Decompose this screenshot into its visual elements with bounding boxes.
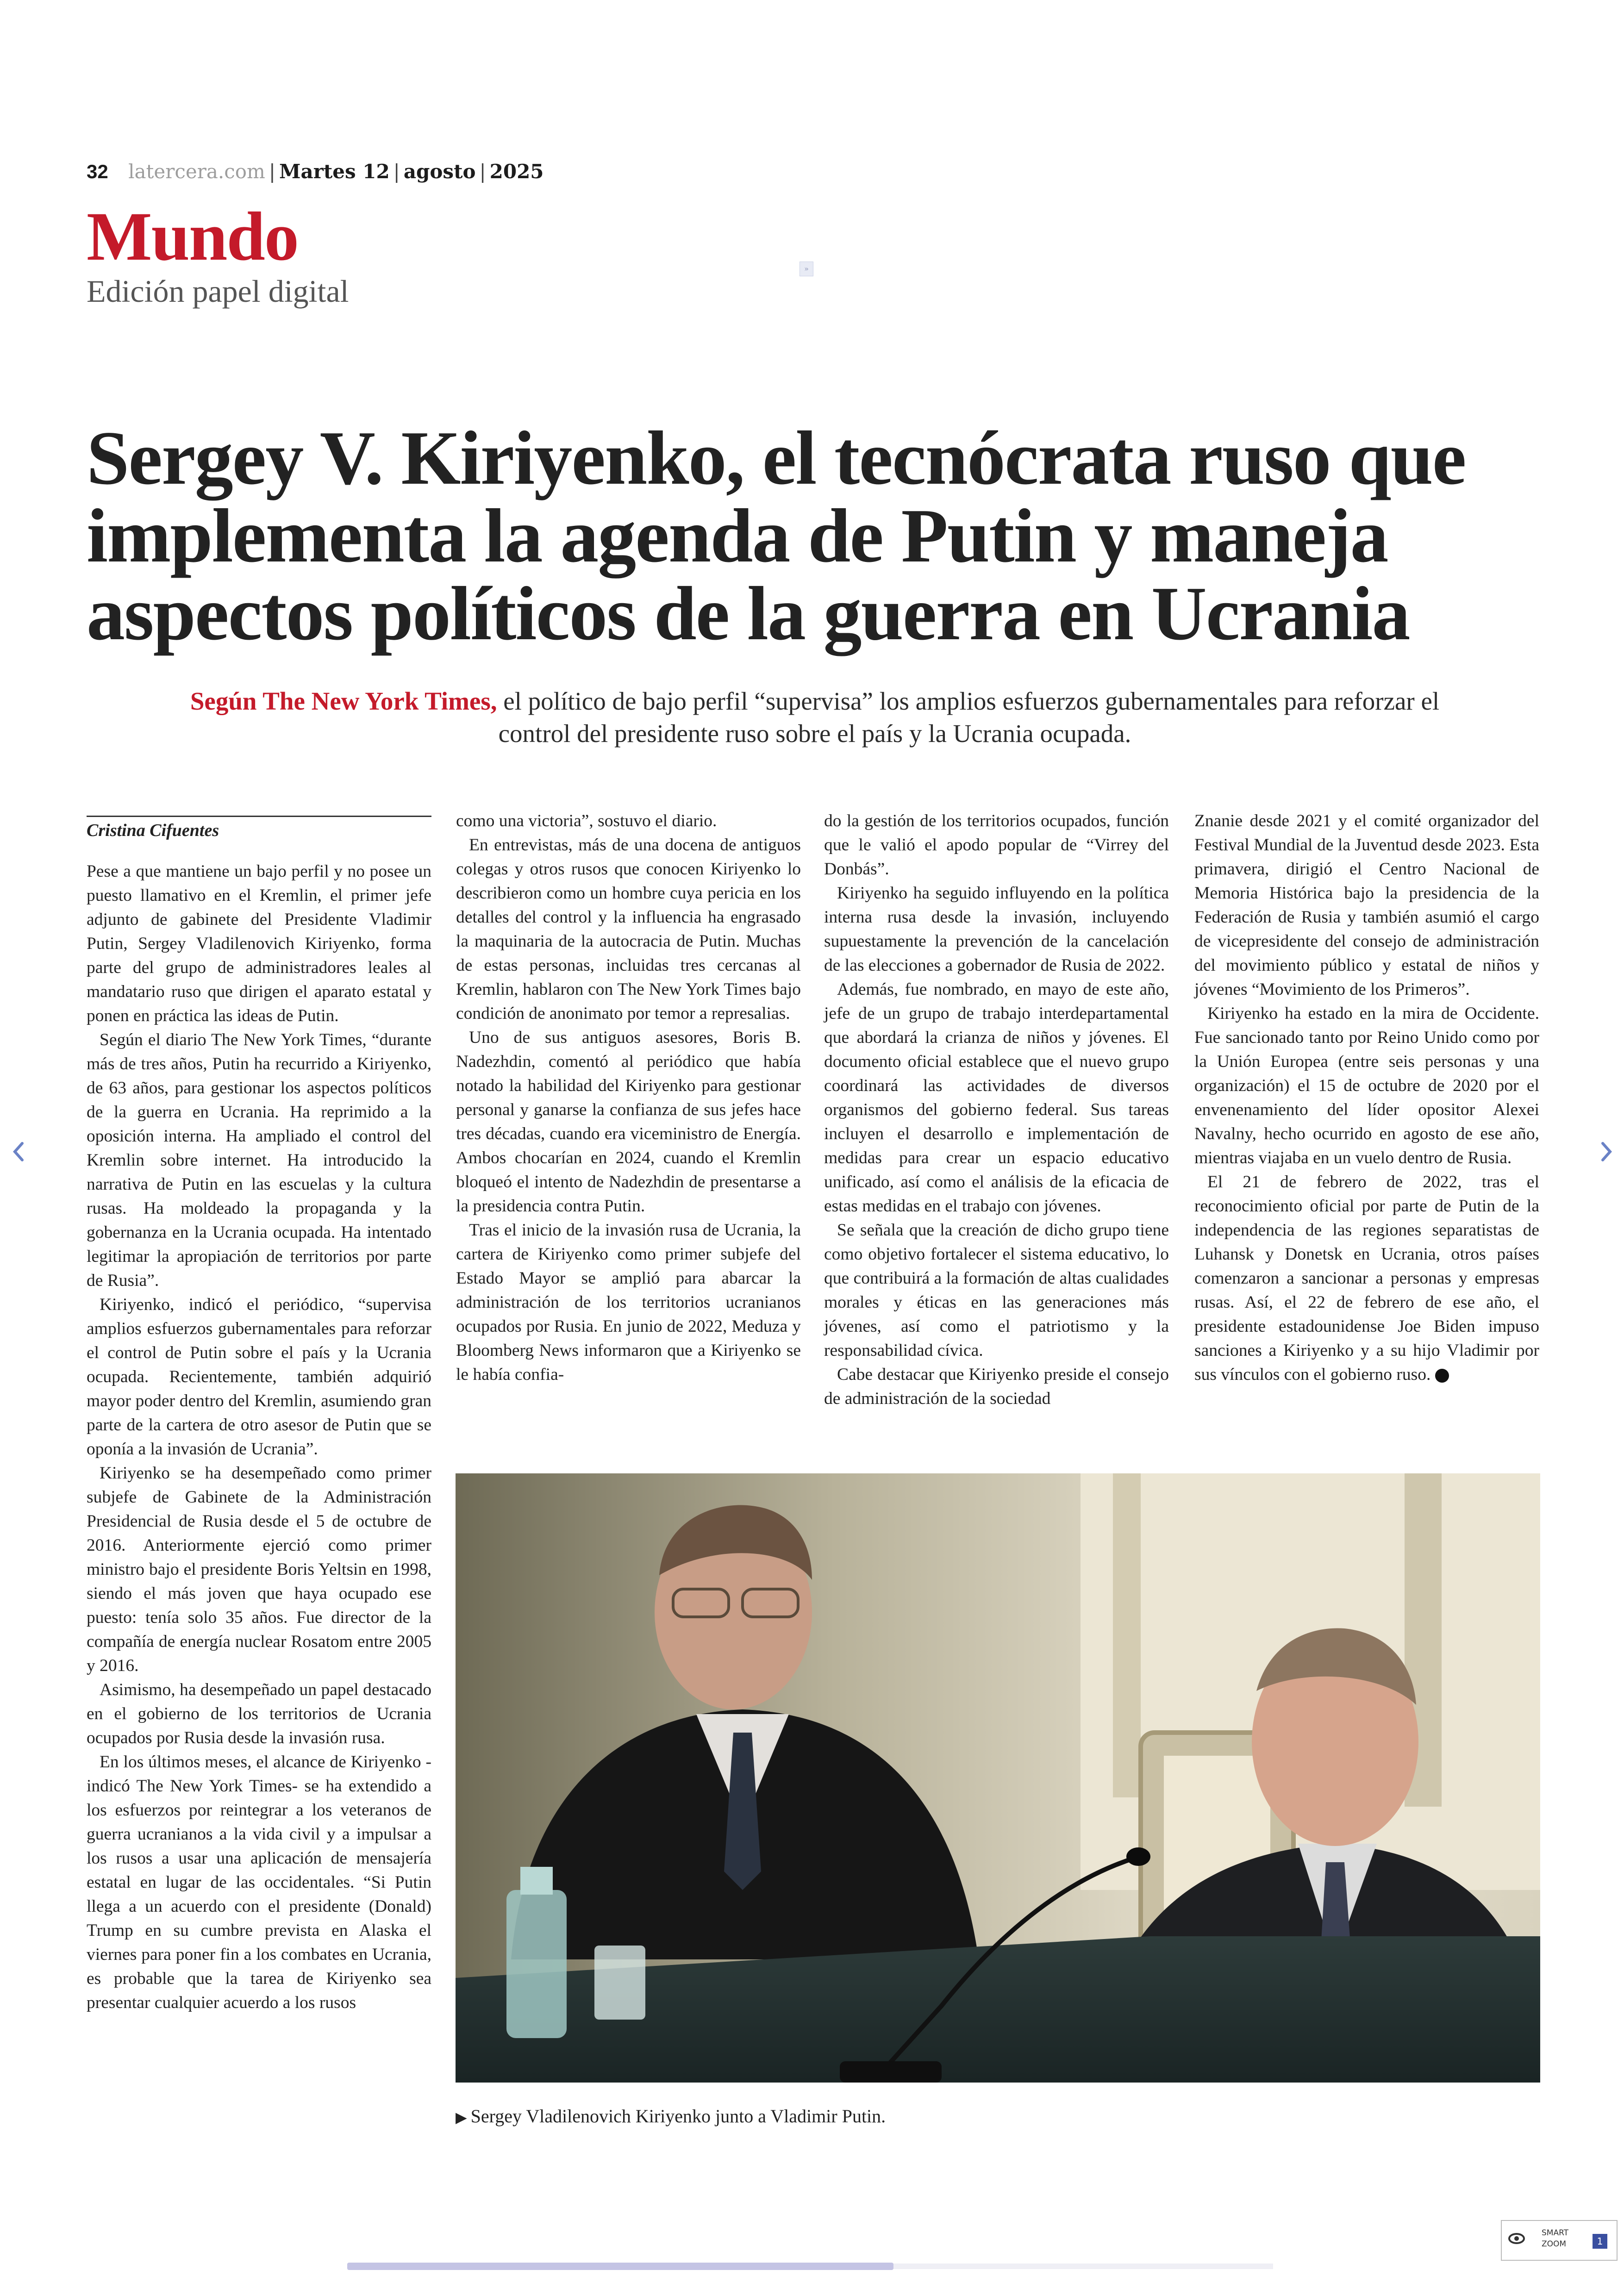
paragraph-text: El 21 de febrero de 2022, tras el reconocimiento oficial por parte de Putin de la independencia de las regiones separatistas de Luhansk y Donetsk en Ucrania, otros países comenzaron a sancionar a personas y empresas rusas. Así, el 22 de febrero de ese año, el presidente estadounidense Joe Biden impuso sanciones a Kiriyenko y a su hijo Vladimir por sus vínculos con el gobierno ruso. [1194, 1172, 1539, 1384]
paragraph [1194, 1170, 1539, 1387]
chevron-right-icon [1593, 1133, 1620, 1170]
article-photo [456, 1473, 1540, 2083]
next-page-button[interactable] [1593, 1133, 1620, 1170]
article-column-1 [87, 816, 431, 2015]
article-deck [176, 685, 1454, 750]
paragraph: En los últimos meses, el alcance de Kiriyenko -indicó The New York Times- se ha extendido a los esfuerzos por reintegrar a los veteranos de guerra ucranianos a la vida civil y a impulsar a los rusos a usar una aplicación de mensajería estatal en lugar de las occidentales. “Si Putin llega a un acuerdo con el presidente (Donald) Trump en su cumbre prevista en Alaska el viernes para poner fin a los combates en Ucrania, es probable que la tarea de Kiriyenko sea presentar cualquier acuerdo a los rusos [87, 1752, 431, 2012]
paragraph: Tras el inicio de la invasión rusa de Ucrania, la cartera de Kiriyenko como primer subjefe del Estado Mayor se amplió para abarcar la administración de los territorios ucranianos ocupados por Rusia. En junio de 2022, Meduza y Bloomberg News informaron que a Kiriyenko se le había confia- [456, 1221, 801, 1384]
author-byline: Cristina Cifuentes [87, 816, 431, 841]
paragraph: do la gestión de los territorios ocupados, función que le valió el apodo popular de “Virrey del Donbás”. [824, 811, 1169, 879]
end-of-article-icon [1435, 1369, 1449, 1383]
issue-day: Martes 12 [279, 160, 390, 183]
deck-lead: Según The New York Times, [190, 687, 497, 715]
paragraph: Kiriyenko se ha desempeñado como primer subjefe de Gabinete de la Administración Presidencial de Rusia desde el 5 de octubre de 2016. Anteriormente ejerció como primer ministro bajo el presidente Boris Yeltsin en 1998, siendo el más joven que haya ocupado ese puesto: tenía solo 35 años. Fue director de la compañía de energía nuclear Rosatom entre 2005 y 2016. [87, 1464, 431, 1675]
paragraph: Asimismo, ha desempeñado un papel destacado en el gobierno de los territorios de Ucrania ocupados por Rusia desde la invasión rusa. [87, 1680, 431, 1747]
paragraph: Cabe destacar que Kiriyenko preside el consejo de administración de la sociedad [824, 1365, 1169, 1408]
issue-month: agosto [403, 160, 476, 183]
paragraph: Uno de sus antiguos asesores, Boris B. Nadezhdin, comentó al periódico que había notado la habilidad del Kiriyenko para gestionar personal y ganarse la confianza de sus jefes hace tres décadas, cuando era viceministro de Energía. Ambos chocarían en 2024, cuando el Kremlin bloqueó el intento de Nadezhdin de presentarse a la presidencia contra Putin. [456, 1028, 801, 1216]
paragraph: Según el diario The New York Times, “durante más de tres años, Putin ha recurrido a Kiriyenko, de 63 años, para gestionar los aspectos políticos de la guerra en Ucrania. Ha reprimido a la oposición interna. Ha ampliado el control del Kremlin sobre internet. Ha introducido la narrativa de Putin en las escuelas y la cultura rusas. Ha moldeado la propaganda y la gobernanza en la Ucrania ocupada. Ha intentado legitimar la apropiación de territorios por parte de Rusia”. [87, 1030, 431, 1290]
smart-zoom-label: SMART ZOOM [1542, 2228, 1569, 2249]
chevron-left-icon [5, 1133, 32, 1170]
photo-caption: ▶ Sergey Vladilenovich Kiriyenko junto a Vladimir Putin. [456, 2106, 886, 2127]
smart-zoom-count: 1 [1593, 2234, 1607, 2249]
article-column-3 [824, 809, 1169, 1411]
issue-year: 2025 [489, 160, 544, 183]
smart-zoom-button[interactable] [1501, 2220, 1618, 2261]
caption-arrow-icon: ▶ [456, 2109, 467, 2126]
page-scrollbar-thumb[interactable] [347, 2263, 893, 2270]
previous-page-button[interactable] [5, 1133, 32, 1170]
article-headline: Sergey V. Kiriyenko, el tecnócrata ruso que implementa la agenda de Putin y maneja aspectos políticos de la guerra en Ucrania [87, 415, 1466, 656]
page-number: 32 [87, 161, 108, 182]
edition-label: Edición papel digital [87, 274, 349, 309]
article-column-2 [456, 809, 801, 1387]
section-title: Mundo [87, 198, 298, 275]
article-column-4 [1194, 809, 1539, 1387]
eye-icon [1508, 2233, 1525, 2244]
paragraph: como una victoria”, sostuvo el diario. [456, 811, 717, 830]
paragraph: Además, fue nombrado, en mayo de este año, jefe de un grupo de trabajo interdepartamental que abordará la crianza de niños y jóvenes. El documento oficial establece que el nuevo grupo coordinará las actividades de diversos organismos del gobierno federal. Sus tareas incluyen el desarrollo e implementación de medidas para crear un espacio educativo unificado, así como el análisis de la eficacia de estas medidas en el trabajo con jóvenes. [824, 980, 1169, 1216]
paragraph: Kiriyenko ha seguido influyendo en la política interna rusa desde la invasión, incluyendo supuestamente la prevención de la cancelación de las elecciones a gobernador de Rusia de 2022. [824, 884, 1169, 975]
paragraph: Kiriyenko ha estado en la mira de Occidente. Fue sancionado tanto por Reino Unido como por la Unión Europea (entre seis personas y una organización) el 15 de octubre de 2020 por el envenenamiento del líder opositor Alexei Navalny, hecho ocurrido en agosto de ese año, mientras viajaba en un vuelo dentro de Rusia. [1194, 1004, 1539, 1167]
paragraph: Se señala que la creación de dicho grupo tiene como objetivo fortalecer el sistema educativo, lo que contribuirá a la formación de altas cualidades morales y éticas en las generaciones más jóvenes, así como el patriotismo y la responsabilidad cívica. [824, 1221, 1169, 1360]
site-name: latercera.com [128, 160, 265, 183]
page-header: 32 latercera.com | Martes 12 | agosto | 2025 [87, 160, 544, 183]
paragraph: Pese a que mantiene un bajo perfil y no posee un puesto llamativo en el Kremlin, el primer jefe adjunto de gabinete del Presidente Vladimir Putin, Sergey Vladilenovich Kiriyenko, forma parte del grupo de administradores leales al mandatario ruso que dirigen el aparato estatal y ponen en práctica las ideas de Putin. [87, 862, 431, 1025]
link-marker-icon[interactable]: » [800, 262, 813, 276]
paragraph: Kiriyenko, indicó el periódico, “supervisa amplios esfuerzos gubernamentales para reforzar el control de Putin sobre el país y la Ucrania ocupada. Recientemente, también adquirió mayor poder dentro del Kremlin, asumiendo gran parte de la cartera de otro asesor de Putin que se oponía a la invasión de Ucrania”. [87, 1295, 431, 1459]
paragraph: En entrevistas, más de una docena de antiguos colegas y otros rusos que conocen Kiriyenko lo describieron como un hombre cuya pericia en los detalles del control y la influencia ha engrasado la maquinaria de la autocracia de Putin. Muchas de estas personas, incluidas tres cercanas al Kremlin, hablaron con The New York Times bajo condición de anonimato por temor a represalias. [456, 836, 801, 1023]
deck-text: el político de bajo perfil “supervisa” los amplios esfuerzos gubernamentales para reforzar el control del presidente ruso sobre el país y la Ucrania ocupada. [497, 687, 1440, 748]
paragraph: Znanie desde 2021 y el comité organizador del Festival Mundial de la Juventud desde 2023. Esta primavera, dirigió el Centro Nacional de Memoria Histórica bajo la presidencia de la Federación de Rusia y también asumió el cargo de vicepresidente del consejo de administración del movimiento público y estatal de niños y jóvenes “Movimiento de los Primeros”. [1194, 811, 1539, 999]
